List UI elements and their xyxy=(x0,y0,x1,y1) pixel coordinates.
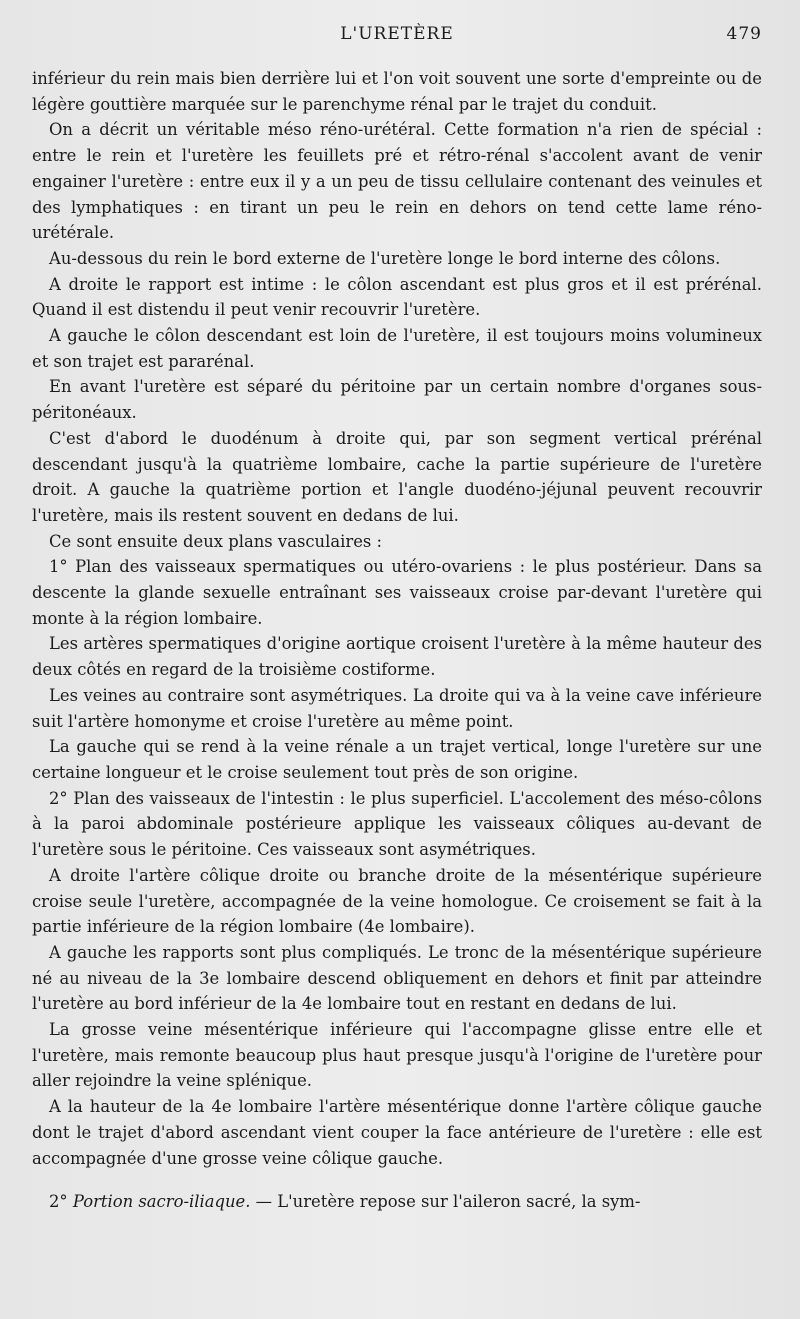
page-header xyxy=(32,22,762,50)
paragraph: C'est d'abord le duodénum à droite qui, par son segment vertical prérénal descendant jusqu'à la quatrième lombaire, cache la partie supérieure de l'uretère droit. A gauche la quatrième portion et l'angle duodéno-jéjunal peuvent recouvrir l'uretère, mais ils restent souvent en dedans de lui. xyxy=(32,428,762,525)
paragraph: 2° Plan des vaisseaux de l'intestin : le plus superficiel. L'accolement des méso-côlons à la paroi abdominale postérieure applique les vaisseaux côliques au-devant de l'uretère sous le péritoine. Ces vaisseaux sont asymétriques. xyxy=(32,788,762,860)
paragraph: Au-dessous du rein le bord externe de l'uretère longe le bord interne des côlons. xyxy=(49,248,721,268)
paragraph: A la hauteur de la 4e lombaire l'artère mésentérique donne l'artère côlique gauche dont le trajet d'abord ascendant vient couper la face antérieure de l'uretère : elle est accompagnée d'une grosse veine côlique gauche. xyxy=(32,1097,762,1168)
section-title: Portion sacro-iliaque. xyxy=(72,1192,251,1212)
paragraph: La grosse veine mésentérique inférieure qui l'accompagne glisse entre elle et l'uretère, mais remonte beaucoup plus haut presque jusqu'à l'origine de l'uretère pour aller rejoindre la veine splénique. xyxy=(32,1020,762,1091)
section-text: — L'uretère repose sur l'aileron sacré, la sym- xyxy=(255,1192,641,1212)
page-number: 479 xyxy=(726,24,762,44)
body-text xyxy=(32,66,762,1215)
paragraph: A droite le rapport est intime : le côlon ascendant est plus gros et il est prérénal. Quand il est distendu il peut venir recouvrir l'uretère. xyxy=(32,274,762,320)
paragraph: inférieur du rein mais bien derrière lui et l'on voit souvent une sorte d'empreinte ou de légère gouttière marquée sur le parenchyme rénal par le trajet du conduit. xyxy=(32,69,762,114)
paragraph: A droite l'artère côlique droite ou branche droite de la mésentérique supérieure croise seule l'uretère, accompagnée de la veine homologue. Ce croisement se fait à la partie inférieure de la région lombaire (4e lombaire). xyxy=(32,865,762,937)
paragraph: La gauche qui se rend à la veine rénale a un trajet vertical, longe l'uretère sur une certaine longueur et le croise seulement tout près de son origine. xyxy=(32,737,762,782)
paragraph: A gauche le côlon descendant est loin de l'uretère, il est toujours moins volumineux et son trajet est pararénal. xyxy=(32,326,762,371)
section-number: 2° xyxy=(49,1192,68,1212)
paragraph: En avant l'uretère est séparé du péritoine par un certain nombre d'organes sous-péritonéaux. xyxy=(32,377,762,423)
paragraph: 1° Plan des vaisseaux spermatiques ou utéro-ovariens : le plus postérieur. Dans sa descente la glande sexuelle entraînant ses vaisseaux croise par-devant l'uretère qui monte à la région lombaire. xyxy=(32,557,762,628)
paragraph: Les artères spermatiques d'origine aortique croisent l'uretère à la même hauteur des deux côtés en regard de la troisième costiforme. xyxy=(32,634,762,680)
running-title: L'URETÈRE xyxy=(340,24,454,44)
paragraph: A gauche les rapports sont plus compliqués. Le tronc de la mésentérique supérieure né au niveau de la 3e lombaire descend obliquement en dehors et finit par atteindre l'uretère au bord inférieur de la 4e lombaire tout en restant en dedans de lui. xyxy=(32,942,762,1014)
paragraph: Les veines au contraire sont asymétriques. La droite qui va à la veine cave inférieure suit l'artère homonyme et croise l'uretère au même point. xyxy=(32,685,762,731)
paragraph: On a décrit un véritable méso réno-urétéral. Cette formation n'a rien de spécial : entre le rein et l'uretère les feuillets pré et rétro-rénal s'accolent avant de venir engainer l'uretère : entre eux il y a un peu de tissu cellulaire contenant des veinules et des lymphatiques : en tirant un peu le rein en dehors on tend cette lame réno-urétérale. xyxy=(32,120,762,243)
paragraph: Ce sont ensuite deux plans vasculaires : xyxy=(49,531,383,551)
section-heading-paragraph xyxy=(32,1189,762,1215)
